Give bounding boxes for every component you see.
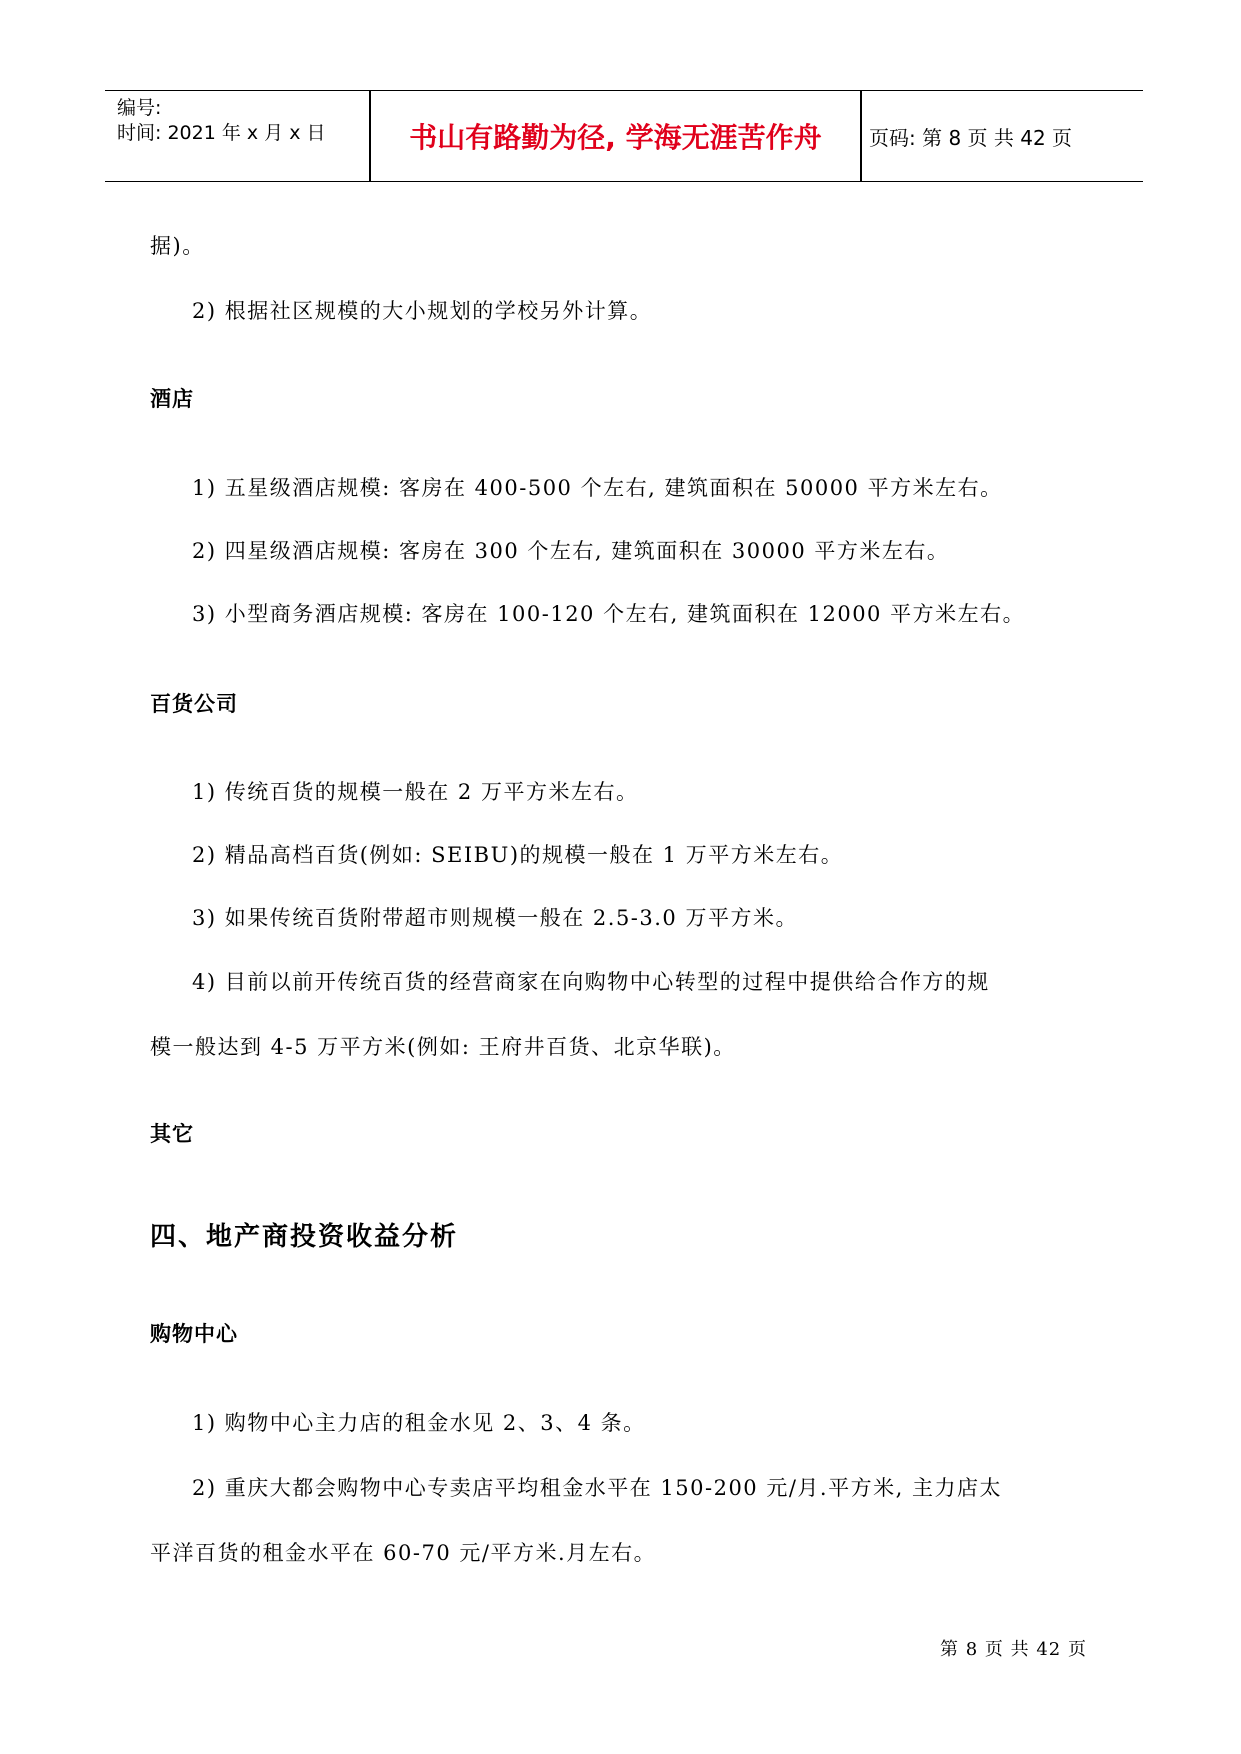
page-footer: 第 8 页 共 42 页	[940, 1639, 1087, 1660]
list-item: 1) 五星级酒店规模: 客房在 400-500 个左右, 建筑面积在 50000 平方米左右。	[192, 476, 1003, 500]
header-meta	[117, 91, 367, 181]
section-heading-mall: 购物中心	[150, 1322, 238, 1346]
header-divider	[860, 91, 862, 181]
section-heading-hotel: 酒店	[150, 387, 194, 411]
paragraph-line: 据)。	[150, 234, 205, 258]
list-item: 1) 传统百货的规模一般在 2 万平方米左右。	[192, 780, 639, 804]
list-item: 2) 精品高档百货(例如: SEIBU)的规模一般在 1 万平方米左右。	[192, 843, 844, 867]
list-item-continuation: 平洋百货的租金水平在 60-70 元/平方米.月左右。	[150, 1541, 657, 1565]
list-item: 4) 目前以前开传统百货的经营商家在向购物中心转型的过程中提供给合作方的规	[192, 970, 990, 994]
list-item-continuation: 模一般达到 4-5 万平方米(例如: 王府井百货、北京华联)。	[150, 1035, 736, 1059]
page-header	[105, 90, 1143, 182]
list-item: 3) 小型商务酒店规模: 客房在 100-120 个左右, 建筑面积在 12000 平方米左右。	[192, 602, 1026, 626]
header-time-label: 时间: 2021 年 x 月 x 日	[117, 122, 326, 144]
list-item: 3) 如果传统百货附带超市则规模一般在 2.5-3.0 万平方米。	[192, 906, 798, 930]
chapter-heading: 四、地产商投资收益分析	[150, 1222, 459, 1252]
section-heading-department-store: 百货公司	[150, 692, 238, 716]
header-motto: 书山有路勤为径, 学海无涯苦作舟	[409, 121, 822, 154]
header-page-info: 页码: 第 8 页 共 42 页	[869, 125, 1073, 150]
list-item: 1) 购物中心主力店的租金水见 2、3、4 条。	[192, 1411, 646, 1435]
list-item: 2) 重庆大都会购物中心专卖店平均租金水平在 150-200 元/月.平方米, 主力店太	[192, 1476, 1002, 1500]
section-heading-other: 其它	[150, 1122, 194, 1146]
header-number-label: 编号:	[117, 97, 162, 119]
list-item: 2) 四星级酒店规模: 客房在 300 个左右, 建筑面积在 30000 平方米左右。	[192, 539, 950, 563]
list-item: 2) 根据社区规模的大小规划的学校另外计算。	[192, 299, 653, 323]
